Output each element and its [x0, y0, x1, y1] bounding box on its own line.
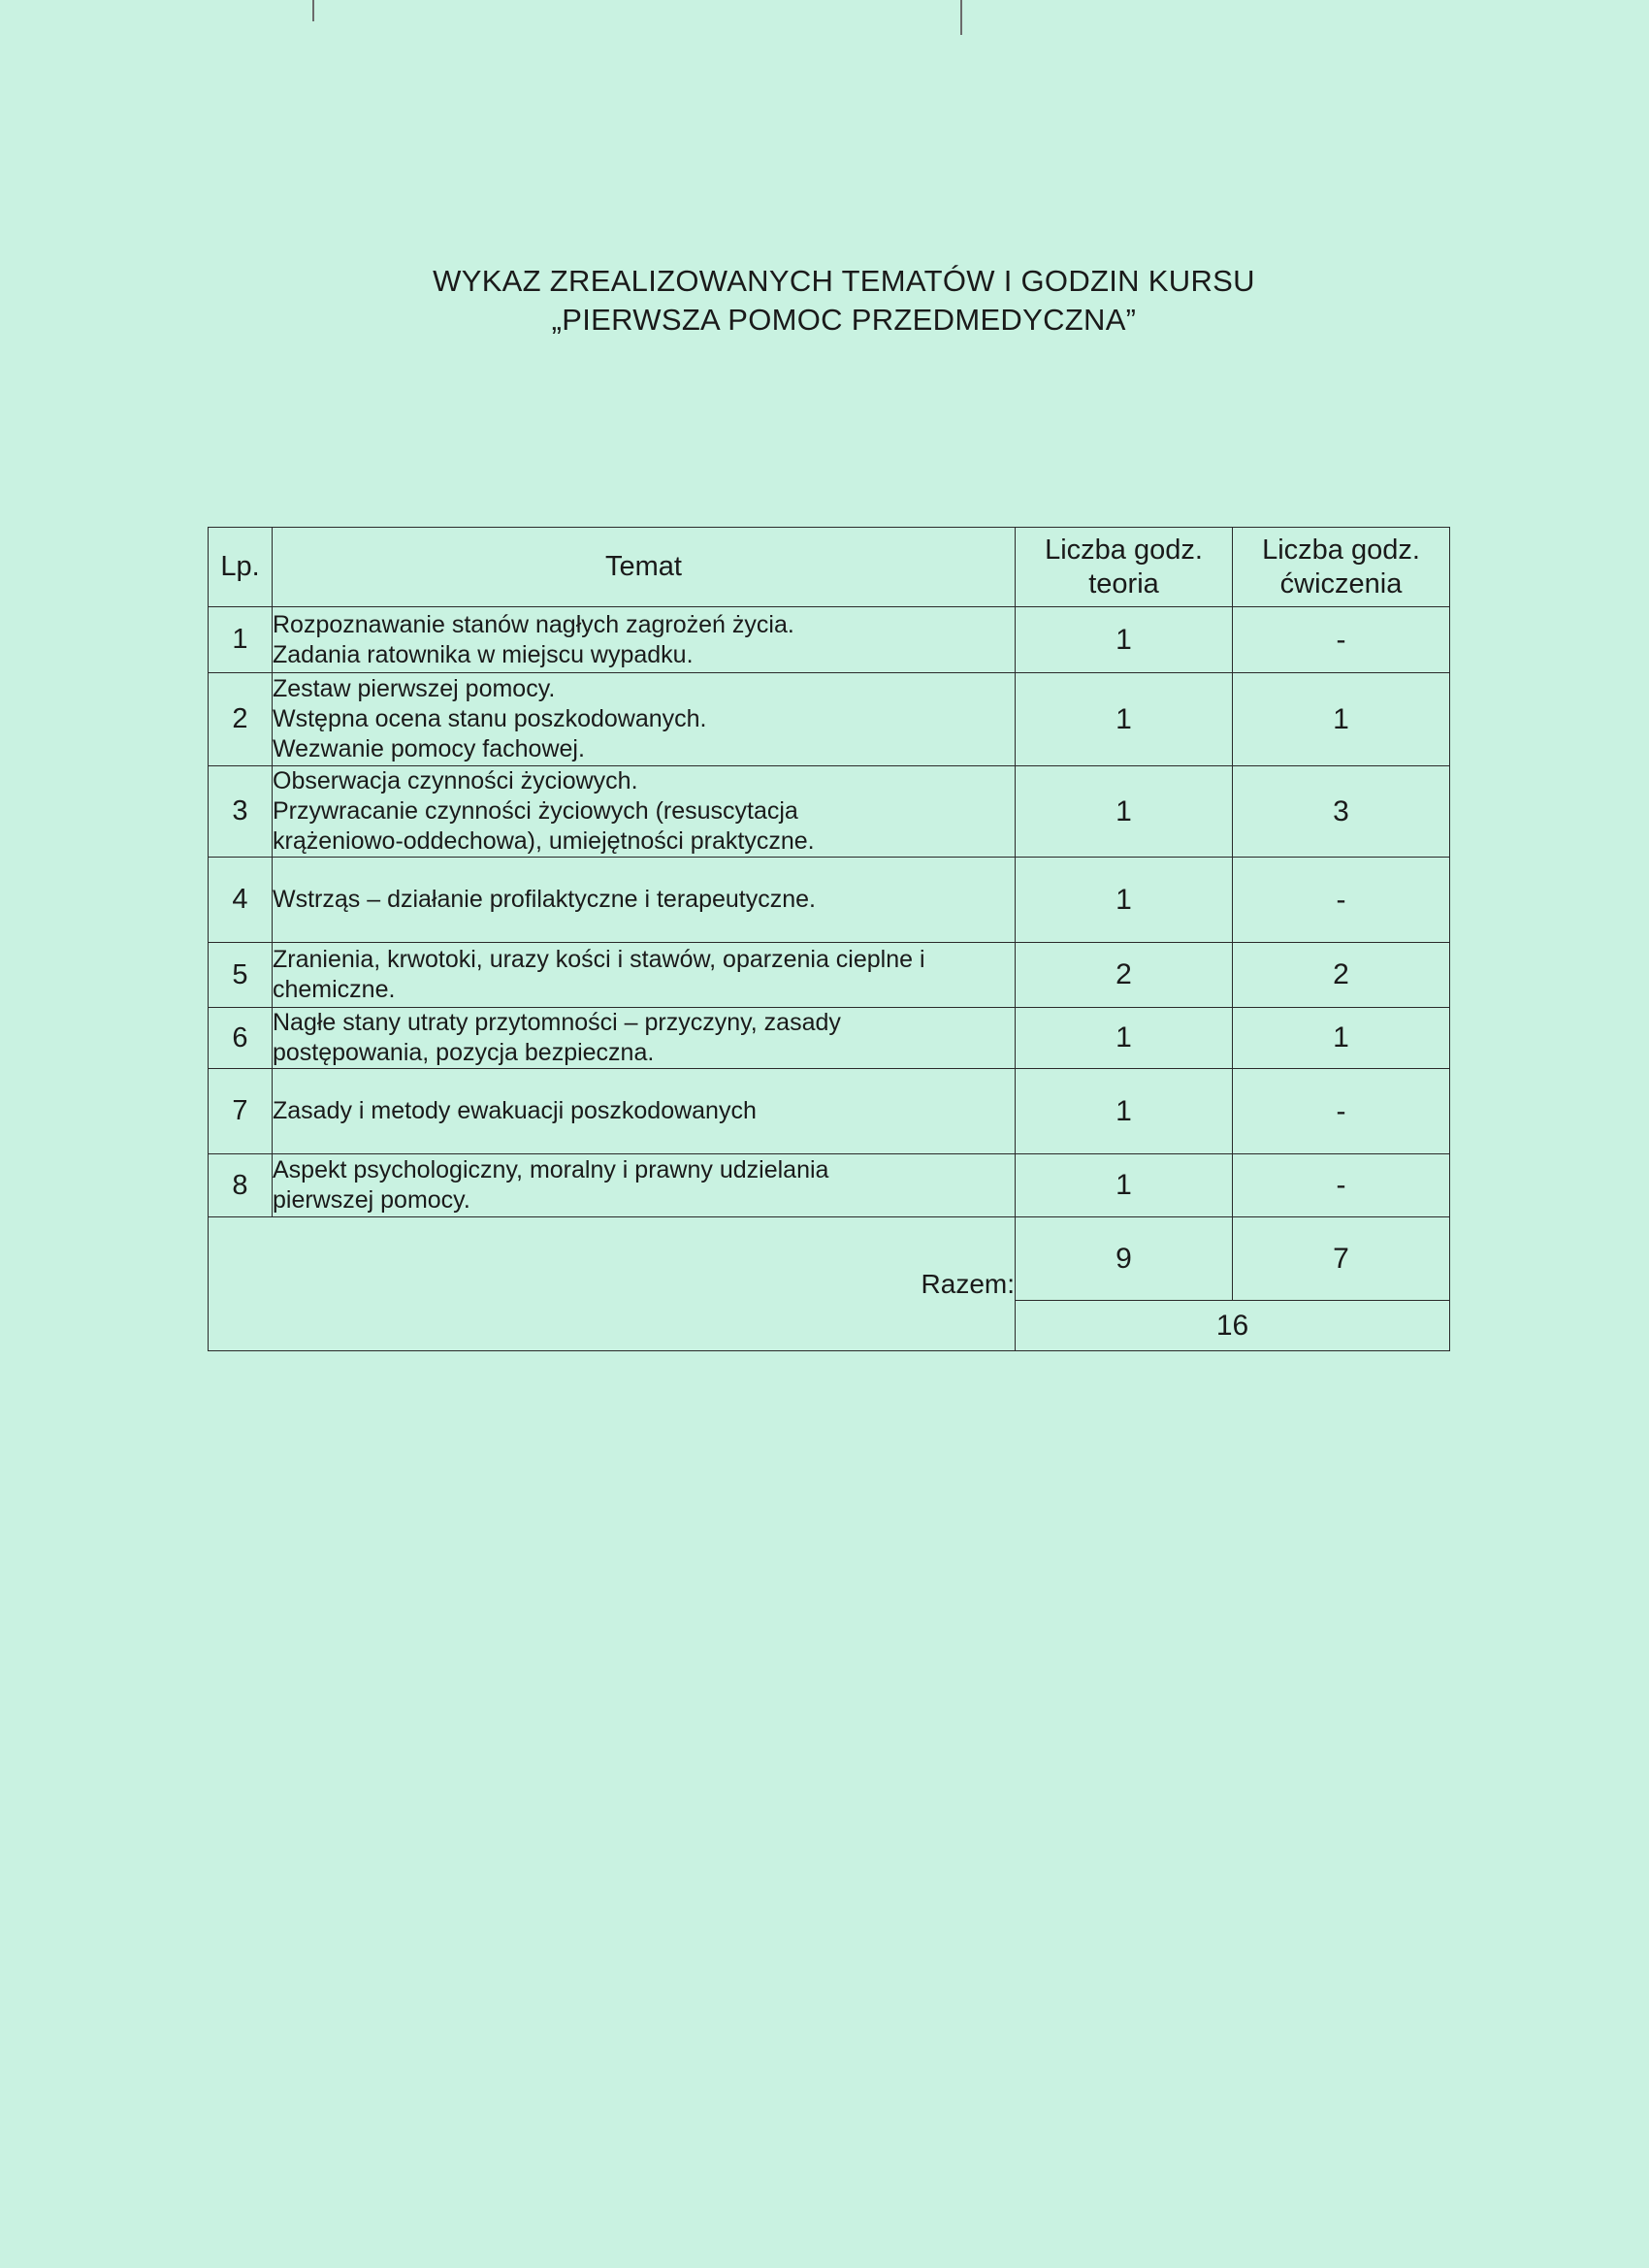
row-theory-hours: 1 [1016, 607, 1233, 673]
row-practice-hours: - [1233, 607, 1450, 673]
summary-row [209, 1217, 1450, 1301]
title-line-2: „PIERWSZA POMOC PRZEDMEDYCZNA” [551, 303, 1137, 337]
row-number: 7 [209, 1069, 273, 1154]
row-theory-hours: 1 [1016, 766, 1233, 858]
topic-line: Nagłe stany utraty przytomności – przyczyny, zasady [273, 1009, 841, 1036]
row-practice-hours: - [1233, 1154, 1450, 1217]
table-row [209, 943, 1450, 1008]
row-practice-hours: 2 [1233, 943, 1450, 1008]
topic-line: Zestaw pierwszej pomocy. [273, 675, 556, 702]
row-number: 8 [209, 1154, 273, 1217]
row-practice-hours: 1 [1233, 673, 1450, 766]
header-theory-hours [1016, 528, 1233, 607]
table-row [209, 1008, 1450, 1069]
row-practice-hours: 3 [1233, 766, 1450, 858]
table-row [209, 607, 1450, 673]
row-theory-hours: 1 [1016, 1154, 1233, 1217]
row-theory-hours: 1 [1016, 1008, 1233, 1069]
topic-line: Wstrząs – działanie profilaktyczne i terapeutyczne. [273, 886, 816, 913]
topic-line: Rozpoznawanie stanów nagłych zagrożeń życia. [273, 610, 794, 638]
header-topic: Temat [273, 528, 1016, 607]
table-row [209, 1069, 1450, 1154]
row-topic [273, 943, 1016, 1008]
topic-line: Wstępna ocena stanu poszkodowanych. [273, 705, 707, 732]
row-topic [273, 1154, 1016, 1217]
summary-practice-total: 7 [1233, 1217, 1450, 1301]
title-line-1: WYKAZ ZREALIZOWANYCH TEMATÓW I GODZIN KURSU [433, 264, 1255, 298]
row-theory-hours: 1 [1016, 673, 1233, 766]
table-header-row [209, 528, 1450, 607]
row-topic [273, 1069, 1016, 1154]
topic-line: krążeniowo-oddechowa), umiejętności praktyczne. [273, 827, 815, 855]
row-practice-hours: - [1233, 1069, 1450, 1154]
summary-label: Razem: [209, 1217, 1016, 1351]
topic-line: Przywracanie czynności życiowych (resuscytacja [273, 797, 798, 825]
topic-line: Wezwanie pomocy fachowej. [273, 735, 585, 762]
row-theory-hours: 1 [1016, 1069, 1233, 1154]
scan-edge-mark [960, 0, 962, 35]
table-row [209, 858, 1450, 943]
row-number: 5 [209, 943, 273, 1008]
row-topic [273, 858, 1016, 943]
scan-edge-mark [312, 0, 314, 21]
topic-line: pierwszej pomocy. [273, 1186, 470, 1214]
topic-line: Zranienia, krwotoki, urazy kości i stawów, oparzenia cieplne i [273, 946, 925, 973]
row-number: 4 [209, 858, 273, 943]
row-theory-hours: 1 [1016, 858, 1233, 943]
topic-line: postępowania, pozycja bezpieczna. [273, 1039, 655, 1066]
row-number: 6 [209, 1008, 273, 1069]
topics-table [208, 527, 1450, 1351]
topic-line: Zadania ratownika w miejscu wypadku. [273, 640, 694, 668]
header-practice-hours [1233, 528, 1450, 607]
row-number: 2 [209, 673, 273, 766]
row-number: 3 [209, 766, 273, 858]
table-row [209, 673, 1450, 766]
topic-line: Aspekt psychologiczny, moralny i prawny udzielania [273, 1156, 829, 1183]
row-topic [273, 766, 1016, 858]
document-title [0, 262, 1649, 340]
row-theory-hours: 2 [1016, 943, 1233, 1008]
summary-grand-total: 16 [1016, 1301, 1450, 1351]
header-practice-line-2: ćwiczenia [1279, 567, 1403, 599]
header-practice-line-1: Liczba godz. [1262, 534, 1420, 566]
summary-theory-total: 9 [1016, 1217, 1233, 1301]
header-theory-line-2: teoria [1088, 567, 1159, 599]
row-number: 1 [209, 607, 273, 673]
topic-line: Zasady i metody ewakuacji poszkodowanych [273, 1097, 757, 1124]
table-row [209, 1154, 1450, 1217]
topic-line: Obserwacja czynności życiowych. [273, 767, 638, 794]
row-practice-hours: - [1233, 858, 1450, 943]
row-topic [273, 1008, 1016, 1069]
table-row [209, 766, 1450, 858]
row-topic [273, 673, 1016, 766]
header-lp: Lp. [209, 528, 273, 607]
topic-line: chemiczne. [273, 976, 396, 1003]
row-practice-hours: 1 [1233, 1008, 1450, 1069]
header-theory-line-1: Liczba godz. [1045, 534, 1203, 566]
row-topic [273, 607, 1016, 673]
